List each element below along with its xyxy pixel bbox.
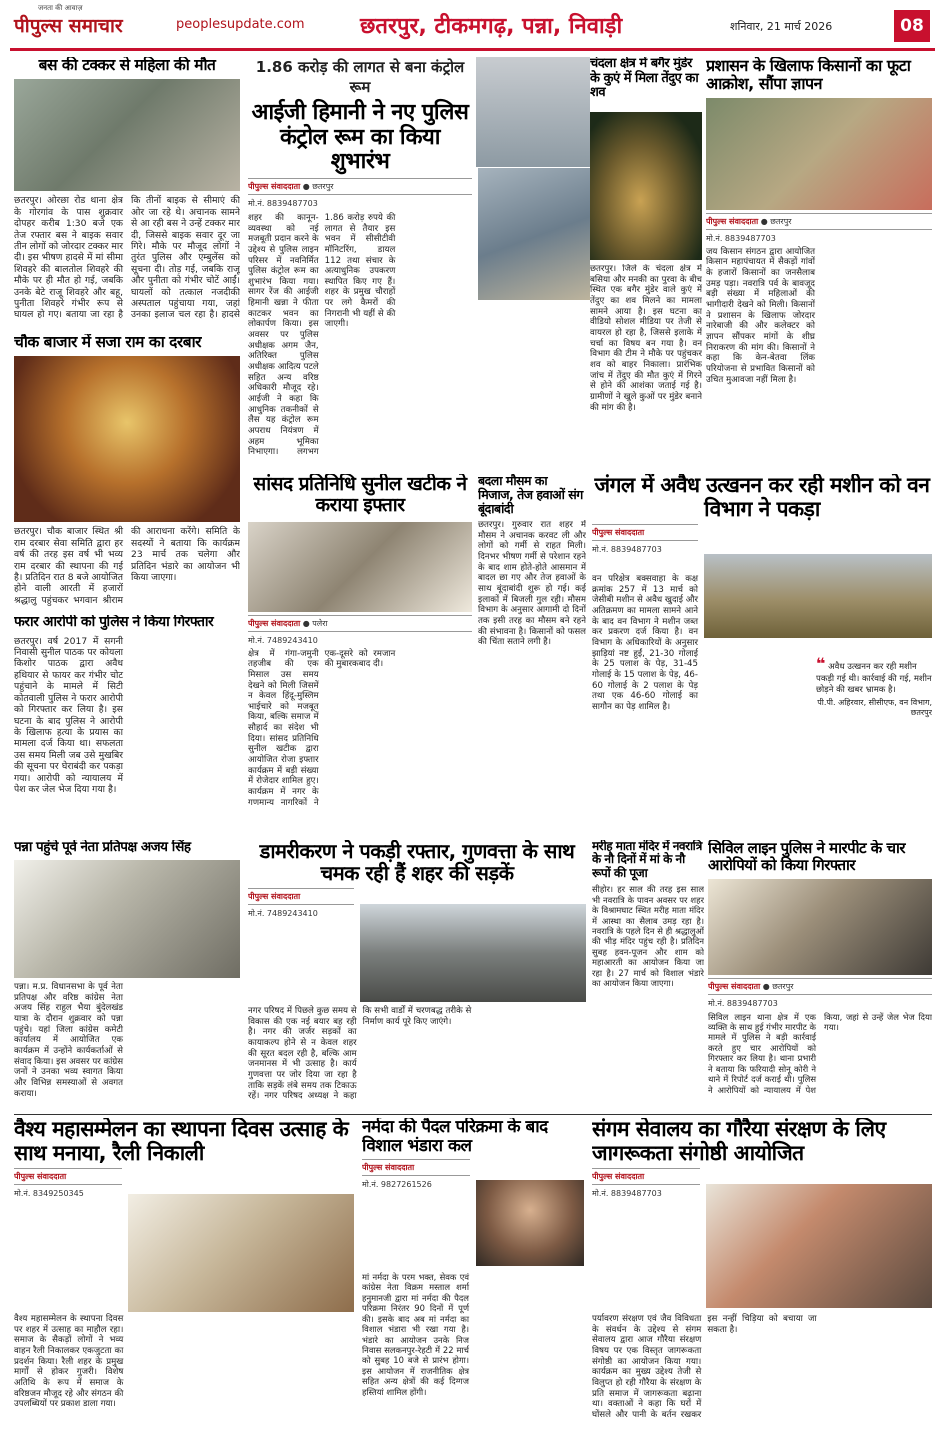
article-body: पर्यावरण संरक्षण एवं जैव विविधता के संवर्धन के उद्देश्य से संगम सेवालय द्वारा आज गौरैया संरक्षण विषय पर एक विस्तृत जागरूकता संगोष्ठी का आयोजन किया गया। कार्यक्रम का मुख्य उद्देश्य तेजी से विलुप्त हो रही गौरैया के संरक्षण के प्रति समाज में जागरूकता बढ़ाना था। वक्ताओं ने कहा कि घरों में घोंसले और पानी के बर्तन रखकर इस नन्हीं चिड़िया को बचाया जा सकता है। xyxy=(592,1314,817,1420)
vikram-portrait-photo xyxy=(476,1180,584,1266)
article-sparrow-conservation xyxy=(592,1118,932,1438)
article-body: सीहोर। हर साल की तरह इस साल भी नवरात्रि के पावन अवसर पर शहर के विश्रामघाट स्थित मरीह माता मंदिर में आस्था का सैलाब उमड़ रहा है। नवरात्रि के पहले दिन से ही श्रद्धालुओं की भीड़ मंदिर पहुंच रही है। प्रतिदिन सुबह हवन-पूजन और शाम को महाआरती का आयोजन किया जा रहा है। 27 मार्च को विशाल भंडारे का आयोजन किया जाएगा। xyxy=(592,884,704,989)
ram-darbar-photo xyxy=(14,356,240,522)
article-vaishya-mahasammelan xyxy=(14,1118,354,1438)
byline: पीपुल्स संवाददाता xyxy=(362,1159,470,1176)
headline: चंदला क्षेत्र में बगैर मुंडेर के कुएं में मिला तेंदुए का शव xyxy=(590,57,699,101)
headline: बदला मौसम का मिजाज, तेज हवाओं संग बूंदाबांदी xyxy=(478,474,583,516)
reporter-mobile: मो.नं. 8839487703 xyxy=(706,233,776,243)
masthead xyxy=(0,0,945,52)
headline: बस की टक्कर से महिला की मौत xyxy=(38,57,216,74)
article-ram-darbar xyxy=(14,334,240,612)
accused-photo xyxy=(708,879,932,975)
article-body: छतरपुर। ओरछा रोड थाना क्षेत्र के गोरगांव के पास शुक्रवार दोपहर करीब 1:30 बजे एक तेज रफ्तार बस ने बाइक सवार तीन लोगों को जोरदार टक्कर मार दी। इस भीषण हादसे में मां सीमा शिवहरे की बालतोल शिवहरे की मौके पर ही मौत हो गई, जबकि उनके बेटे राजू शिवहरे और बहू, पुनीता शिवहरे गंभीर रूप से घायल हो गए। बताया जा रहा है कि तीनों बाइक से सीमाएं की ओर जा रहे थे। अचानक सामने से आ रही बस ने उन्हें टक्कर मार दी, जिससे बाइक सवार दूर जा गिरे। मौके पर मौजूद लोगों ने तुरंत पुलिस और एम्बुलेंस को सूचना दी। तोड़ गई, जबकि राजू और पुनीता को गंभीर चोटें आईं। घायलों को तत्काल नजदीकी अस्पताल पहुंचाया गया, जहां उनका इलाज चल रहा है। हादसे xyxy=(14,195,240,321)
article-civil-line-police xyxy=(708,840,932,1112)
article-body: मां नर्मदा के परम भक्त, सेवक एवं कांग्रेस नेता विक्रम मस्ताल शर्मा हनुमानजी द्वारा मां नर्मदा की पैदल परिक्रमा निरंतर 90 दिनों में पूर्ण की। इसके बाद अब मां नर्मदा का विशाल भंडारा भी रखा गया है। भंडारे का आयोजन उनके निज निवास सलकनपुर-रेहटी में 22 मार्च को सुबह 10 बजे से प्रारंभ होगा। इस आयोजन में राजनीतिक क्षेत्र सहित अन्य क्षेत्रों की कई दिग्गज हस्तियां शामिल होंगी। xyxy=(362,1272,469,1397)
headline: सिविल लाइन पुलिस ने मारपीट के चार आरोपियों को किया गिरफ्तार xyxy=(708,840,906,874)
kicker: 1.86 करोड़ की लागत से बना कंट्रोल रूम xyxy=(255,58,465,96)
article-absconding-accused xyxy=(14,615,240,835)
page-number: 08 xyxy=(894,10,930,42)
ajay-singh-photo xyxy=(14,860,240,978)
reporter-mobile: मो.नं. 8839487703 xyxy=(708,998,778,1008)
reporter-mobile: मो.नं. 8839487703 xyxy=(592,545,662,555)
article-body: छतरपुर। वर्ष 2017 में सगनी निवासी सुनील पाठक पर कोयला किशोर पाठक द्वारा अवैध हथियार से फायर कर गंभीर चोट पहुंचाने के मामले में सिटी कोतवाली पुलिस ने फरार आरोपी को गिरफ्तार कर लिया है। इस घटना के बाद पुलिस ने आरोपी के खिलाफ हत्या के प्रयास का मामला दर्ज किया था। सफलता उस समय मिली जब उसे मुखबिर की सूचना पर घेराबंदी कर पकड़ा गया। आरोपी को न्यायालय में पेश कर जेल भेज दिया गया है। xyxy=(14,635,123,795)
article-narmada-parikrama xyxy=(362,1118,584,1438)
headline: पन्ना पहुंचे पूर्व नेता प्रतिपक्ष अजय सिंह xyxy=(14,840,191,855)
reporter-mobile: मो.नं. 7489243410 xyxy=(248,635,318,645)
byline: पीपुल्स संवाददाता xyxy=(248,888,354,905)
mahasammelan-photo xyxy=(128,1194,354,1312)
byline: पीपुल्स संवाददाता xyxy=(14,1168,122,1185)
article-marih-mata-temple xyxy=(592,840,704,1112)
article-body: क्षेत्र में गंगा-जमुनी तहजीब की एक मिसाल उस समय देखने को मिली जिसमें न केवल हिंदू-मुस्लिम भाईचारे को मजबूत किया, बल्कि समाज में सौहार्द का संदेश भी दिया। सांसद प्रतिनिधि सुनील खटीक द्वारा आयोजित रोजा इफ्तार कार्यक्रम में बड़ी संख्या में रोजेदार शामिल हुए। कार्यक्रम में नगर के गणमान्य नागरिकों ने एक-दूसरे को रमजान की मुबारकबाद दी। xyxy=(248,648,396,808)
article-body: शहर की कानून-व्यवस्था को नई मजबूती प्रदान करने के उद्देश्य से पुलिस लाइन परिसर में नवनिर्मित पुलिस कंट्रोल रूम का शुभारंभ किया गया। सागर रेंज की आईजी हिमानी खन्ना ने फीता काटकर भवन का लोकार्पण किया। इस अवसर पर पुलिस अधीक्षक अगम जैन, अतिरिक्त पुलिस अधीक्षक आदित्य पटले सहित अन्य वरिष्ठ अधिकारी मौजूद रहे। आईजी ने कहा कि आधुनिक तकनीकों से लैस यह कंट्रोल रूम अपराध नियंत्रण में अहम भूमिका निभाएगा। लगभग 1.86 करोड़ रुपये की लागत से तैयार इस भवन में सीसीटीवी मॉनिटरिंग, डायल 112 तथा संचार के अत्याधुनिक उपकरण स्थापित किए गए हैं। शहर के प्रमुख चौराहों पर लगे कैमरों की निगरानी भी यहीं से की जाएगी। xyxy=(248,212,396,458)
byline: पीपुल्स संवाददाता ● छतरपुर xyxy=(708,978,932,995)
article-body: जय किसान संगठन द्वारा आयोजित किसान महापंचायत में सैकड़ों गांवों के हजारों किसानों का जनसैलाब उमड़ पड़ा। नवरात्रि पर्व के बावजूद बड़ी संख्या में महिलाओं की भागीदारी देखने को मिली। किसानों ने प्रशासन के खिलाफ जोरदार नारेबाजी की और कलेक्टर को ज्ञापन सौंपकर मांगों के शीघ्र निराकरण की मांग की। किसानों ने कहा कि केन-बेतवा लिंक परियोजना से प्रभावित किसानों को उचित मुआवजा नहीं मिला है। xyxy=(706,246,815,385)
masthead-rule xyxy=(10,48,935,51)
headline: नर्मदा की पैदल परिक्रमा के बाद विशाल भंडारा कल xyxy=(362,1118,548,1157)
article-road-asphalting xyxy=(248,840,586,1112)
paper-tagline: जनता की आवाज़ xyxy=(38,4,83,12)
page-section-title: छतरपुर, टीकमगढ़, पन्ना, निवाड़ी xyxy=(360,14,623,39)
headline: संगम सेवालय का गौरैया संरक्षण के लिए जागरूकता संगोष्ठी आयोजित xyxy=(592,1118,886,1165)
headline: फरार आरोपी को पुलिस ने किया गिरफ्तार xyxy=(14,615,214,630)
byline: पीपुल्स संवाददाता ● छतरपुर xyxy=(248,178,472,195)
headline: मरीह माता मंदिर में नवरात्रि के नौ दिनों में मां के नौ रूपों की पूजा xyxy=(592,840,702,880)
byline: पीपुल्स संवाददाता xyxy=(592,1168,700,1185)
headline: डामरीकरण ने पकड़ी रफ्तार, गुणवत्ता के साथ चमक रही हैं शहर की सड़कें xyxy=(259,840,575,886)
article-illegal-mining xyxy=(592,474,932,836)
mining-site-photo xyxy=(704,554,932,638)
headline: प्रशासन के खिलाफ किसानों का फूटा आक्रोश, सौंपा ज्ञापन xyxy=(706,57,911,93)
article-body: नगर परिषद में पिछले कुछ समय से विकास की एक नई बयार बह रही है। नगर की जर्जर सड़कों का कायाकल्प होने से न केवल शहर की सूरत बदल रही है, बल्कि आम जनमानस में भी उत्साह है। कार्य गुणवत्ता पर जोर दिया जा रहा है ताकि सड़कें लंबे समय तक टिकाऊ रहें। नगर परिषद अध्यक्ष ने कहा कि सभी वार्डों में चरणबद्ध तरीके से निर्माण कार्य पूरे किए जाएंगे। xyxy=(248,1006,472,1102)
farmers-photo xyxy=(706,98,932,210)
reporter-mobile: मो.नं. 8839487703 xyxy=(248,198,318,208)
headline: जंगल में अवैध उत्खनन कर रही मशीन को वन विभाग ने पकड़ा xyxy=(594,474,930,521)
reporter-mobile: मो.नं. 8839487703 xyxy=(592,1189,662,1199)
reporter-mobile: मो.नं. 9827261526 xyxy=(362,1180,432,1190)
quote-icon: ❝ xyxy=(816,654,826,673)
article-ajay-singh xyxy=(14,840,240,1112)
leopard-body: छतरपुर। जिले के चंदला क्षेत्र में बसिया और मनकी का पुरवा के बीच स्थित एक बगैर मुंडेर वाले कुएं में तेंदुए का शव मिलने का मामला सामने आया है। इस घटना का वीडियो सोशल मीडिया पर तेजी से वायरल हो रहा है, जिससे इलाके में चर्चा का विषय बन गया है। वन विभाग की टीम ने मौके पर पहुंचकर शव को बाहर निकाला। प्रारंभिक जांच में तेंदुए की मौत कुएं में गिरने से होने की आशंका जताई गई है। ग्रामीणों ने खुले कुओं पर मुंडेर बनाने की मांग की है। xyxy=(590,264,702,413)
control-room-photo-2 xyxy=(476,57,608,167)
issue-date: शनिवार, 21 मार्च 2026 xyxy=(730,20,833,33)
paper-logo: पीपुल्स समाचार xyxy=(14,15,123,37)
accident-photo xyxy=(14,79,240,191)
article-body: सिविल लाइन थाना क्षेत्र में एक व्यक्ति के साथ हुई गंभीर मारपीट के मामले में पुलिस ने बड़ी कार्रवाई करते हुए चार आरोपियों को गिरफ्तार कर लिया है। थाना प्रभारी ने बताया कि फरियादी सोनू कोरी ने थाने में रिपोर्ट दर्ज कराई थी। पुलिस ने आरोपियों को न्यायालय में पेश किया, जहां से उन्हें जेल भेज दिया गया। xyxy=(708,1011,932,1095)
article-body: वैश्य महासम्मेलन के स्थापना दिवस पर शहर में उत्साह का माहौल रहा। समाज के सैकड़ों लोगों ने भव्य वाहन रैली निकालकर एकजुटता का प्रदर्शन किया। रैली शहर के प्रमुख मार्गों से होकर गुजरी। विशेष अतिथि के रूप में समाज के वरिष्ठजन मौजूद रहे और संगठन की उपलब्धियों पर प्रकाश डाला गया। xyxy=(14,1314,124,1410)
road-photo xyxy=(360,904,586,1002)
article-body: पन्ना। म.प्र. विधानसभा के पूर्व नेता प्रतिपक्ष और वरिष्ठ कांग्रेस नेता अजय सिंह राहुल भैया बुंदेलखंड यात्रा के दौरान शुक्रवार को पन्ना पहुंचे। यहां जिला कांग्रेस कमेटी कार्यालय में आयोजित एक कार्यक्रम में उन्होंने कार्यकर्ताओं से संवाद किया। इस अवसर पर कांग्रेस जनों ने उनका भव्य स्वागत किया और विभिन्न समस्याओं से अवगत कराया। xyxy=(14,982,123,1099)
byline: पीपुल्स संवाददाता xyxy=(592,524,698,541)
control-room-photo xyxy=(478,168,608,300)
leopard-photo xyxy=(590,112,702,260)
article-iftar xyxy=(248,474,472,834)
reporter-mobile: मो.नं. 7489243410 xyxy=(248,908,318,918)
headline: वैश्य महासम्मेलन का स्थापना दिवस उत्साह के साथ मनाया, रैली निकाली xyxy=(14,1118,349,1165)
forest-officer-quote: ❝ अवैध उत्खनन कर रही मशीन पकड़ी गई थी। कार्रवाई की गई, मशीन छोड़ने की खबर भ्रामक है। पी.पी. अहिरवार, सीसीएफ, वन विभाग, छतरपुर xyxy=(816,654,932,718)
seminar-photo xyxy=(706,1184,932,1308)
reporter-mobile: मो.नं. 8349250345 xyxy=(14,1189,84,1199)
headline: आईजी हिमानी ने नए पुलिस कंट्रोल रूम का किया शुभारंभ xyxy=(251,100,469,175)
article-body: वन परिक्षेत्र बक्सवाहा के कक्ष क्रमांक 257 में 13 मार्च को जेसीबी मशीन से अवैध खुदाई और अतिक्रमण का मामला सामने आने के बाद वन विभाग ने मशीन जब्त कर प्रकरण दर्ज किया है। वन विभाग के अधिकारियों के अनुसार झाड़ियां नष्ट हुईं, 21-30 गोलाई के 25 पलाश के पेड़, 31-45 गोलाई के 15 पलाश के पेड़, 46-60 गोलाई के 2 पलाश के पेड़ तथा एक 46-60 गोलाई का सागौन का पेड़ शामिल है। xyxy=(592,574,698,712)
article-body: छतरपुर। चौक बाजार स्थित श्री राम दरबार सेवा समिति द्वारा हर वर्ष की तरह इस वर्ष भी भव्य राम दरबार की स्थापना की गई है। प्रतिदिन रात 8 बजे आयोजित होने वाली आरती में हजारों श्रद्धालु पहुंचकर भगवान श्रीराम की आराधना करेंगे। समिति के सदस्यों ने बताया कि कार्यक्रम 23 मार्च तक चलेगा और प्रतिदिन भंडारे का आयोजन भी किया जाएगा। xyxy=(14,526,240,606)
article-weather xyxy=(478,474,586,834)
website-link[interactable]: peoplesupdate.com xyxy=(176,17,305,32)
byline: पीपुल्स संवाददाता ● पलेरा xyxy=(248,615,472,632)
iftar-photo xyxy=(248,522,472,612)
article-control-room xyxy=(248,57,472,469)
article-farmers-protest xyxy=(706,57,932,469)
headline: चौक बाजार में सजा राम का दरबार xyxy=(14,334,201,351)
headline: सांसद प्रतिनिधि सुनील खटीक ने कराया इफ्तार xyxy=(253,474,467,517)
article-bus-accident xyxy=(14,57,240,329)
section-divider xyxy=(14,1114,932,1115)
byline: पीपुल्स संवाददाता ● छतरपुर xyxy=(706,213,932,230)
article-body: छतरपुर। गुरुवार रात शहर में मौसम ने अचानक करवट ली और लोगों को गर्मी से राहत मिली। दिनभर भीषण गर्मी से परेशान रहने के बाद शाम होते-होते आसमान में बादल छा गए और तेज हवाओं के साथ बूंदाबांदी शुरू हो गई। कई इलाकों में बिजली गुल रही। मौसम विभाग के अनुसार आगामी दो दिनों तक इसी तरह का मौसम बने रहने की संभावना है। किसानों को फसल की चिंता सताने लगी है। xyxy=(478,520,586,648)
